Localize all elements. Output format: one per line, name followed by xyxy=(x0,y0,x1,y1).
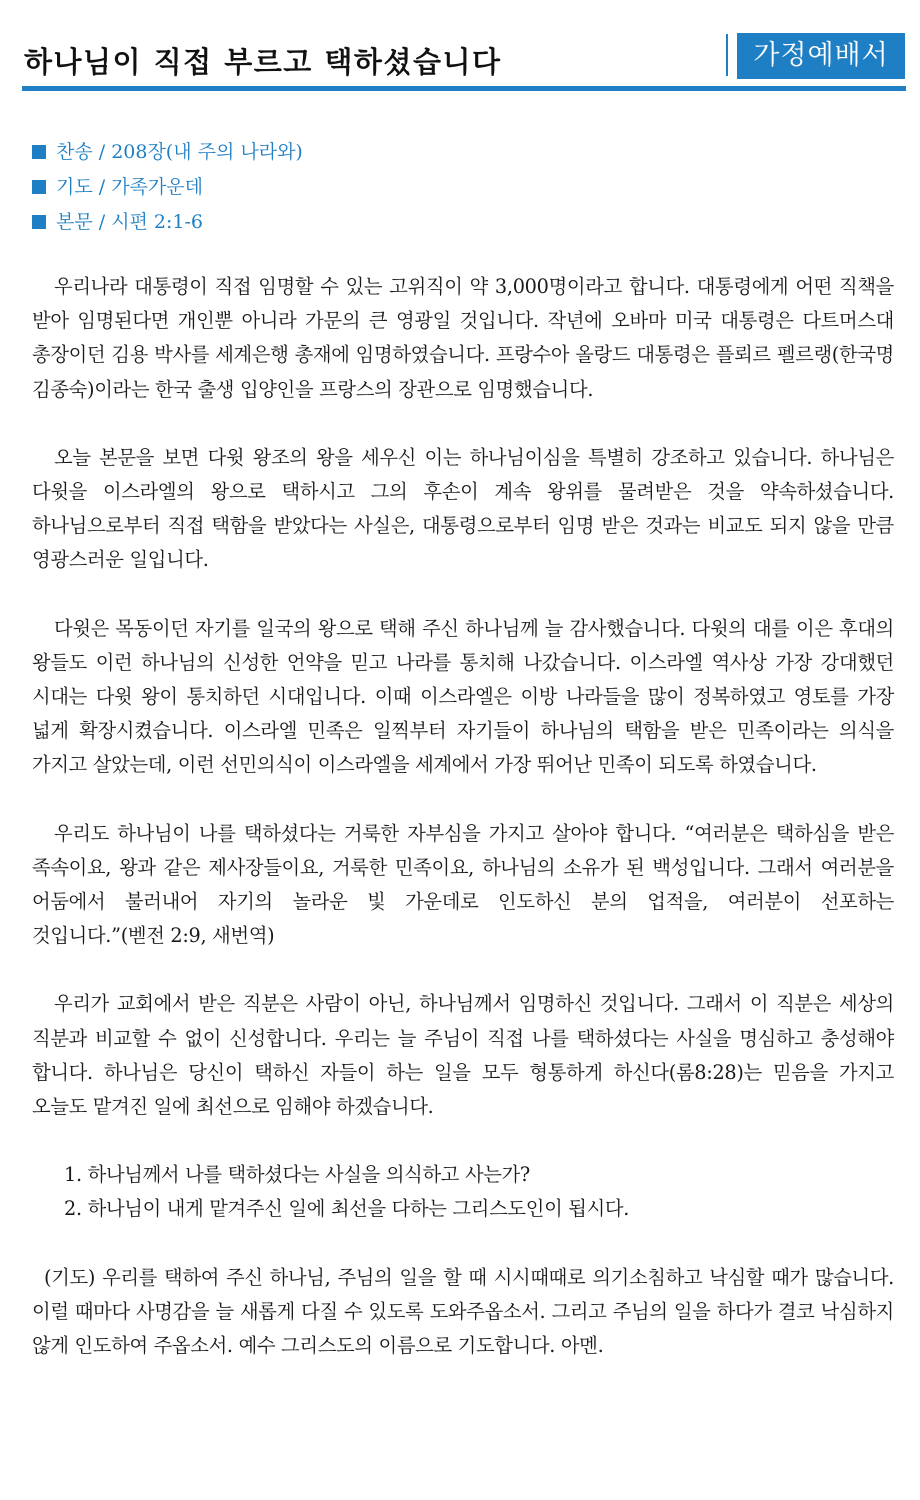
body-text xyxy=(32,270,894,1397)
info-prayer: 기도 / 가족가운데 xyxy=(32,170,303,205)
paragraph: 우리나라 대통령이 직접 임명할 수 있는 고위직이 약 3,000명이라고 합니다. 대통령에게 어떤 직책을 받아 임명된다면 개인뿐 아니라 가문의 큰 영광일 것입니다. 작년에 오바마 미국 대통령은 다트머스대 총장이던 김용 박사를 세계은행 총재에 임명하였습니다. 프랑수아 올랑드 대통령은 플뢰르 펠르랭(한국명 김종숙)이라는 한국 출생 입양인을 프랑스의 장관으로 임명했습니다. xyxy=(32,275,894,401)
square-bullet-icon xyxy=(32,145,46,159)
paragraph: 다윗은 목동이던 자기를 일국의 왕으로 택해 주신 하나님께 늘 감사했습니다. 다윗의 대를 이은 후대의 왕들도 이런 하나님의 신성한 언약을 믿고 나라를 통치해 나갔습니다. 이스라엘 역사상 가장 강대했던 시대는 다윗 왕이 통치하던 시대입니다. 이때 이스라엘은 이방 나라들을 많이 정복하였고 영토를 가장 넓게 확장시켰습니다. 이스라엘 민족은 일찍부터 자기들이 하나님의 택함을 받은 민족이라는 의식을 가지고 살았는데, 이런 선민의식이 이스라엘을 세계에서 가장 뛰어난 민족이 되도록 하였습니다. xyxy=(32,616,894,777)
page-title: 하나님이 직접 부르고 택하셨습니다 xyxy=(24,45,502,79)
paragraph: 우리도 하나님이 나를 택하셨다는 거룩한 자부심을 가지고 살아야 합니다. “여러분은 택하심을 받은 족속이요, 왕과 같은 제사장들이요, 거룩한 민족이요, 하나님의 소유가 된 백성입니다. 그래서 여러분을 어둠에서 불러내어 자기의 놀라운 빛 가운데로 인도하신 분의 업적을, 여러분이 선포하는 것입니다.”(벧전 2:9, 새번역) xyxy=(32,821,894,948)
paragraph: 오늘 본문을 보면 다윗 왕조의 왕을 세우신 이는 하나님이심을 특별히 강조하고 있습니다. 하나님은 다윗을 이스라엘의 왕으로 택하시고 그의 후손이 계속 왕위를 물려받은 것을 약속하셨습니다. 하나님으로부터 직접 택함을 받았다는 사실은, 대통령으로부터 임명 받은 것과는 비교도 되지 않을 만큼 영광스러운 일입니다. xyxy=(32,445,894,572)
header xyxy=(0,0,920,93)
question-item: 1. 하나님께서 나를 택하셨다는 사실을 의식하고 사는가? xyxy=(64,1163,530,1187)
question-item: 2. 하나님이 내게 맡겨주신 일에 최선을 다하는 그리스도인이 됩시다. xyxy=(64,1197,630,1221)
header-rule xyxy=(22,86,906,91)
category-badge: 가정예배서 xyxy=(737,33,905,79)
info-hymn: 찬송 / 208장(내 주의 나라와) xyxy=(32,135,303,170)
closing-prayer: (기도) 우리를 택하여 주신 하나님, 주님의 일을 할 때 시시때때로 의기소침하고 낙심할 때가 많습니다. 이럴 때마다 사명감을 늘 새롭게 다질 수 있도록 도와주옵소서. 그리고 주님의 일을 하다가 결코 낙심하지 않게 인도하여 주옵소서. 예수 그리스도의 이름으로 기도합니다. 아멘. xyxy=(32,1265,894,1358)
worship-info xyxy=(32,135,303,240)
info-scripture: 본문 / 시편 2:1-6 xyxy=(32,205,303,240)
paragraph: 우리가 교회에서 받은 직분은 사람이 아닌, 하나님께서 임명하신 것입니다. 그래서 이 직분은 세상의 직분과 비교할 수 없이 신성합니다. 우리는 늘 주님이 직접 나를 택하셨다는 사실을 명심하고 충성해야 합니다. 하나님은 당신이 택하신 자들이 하는 일을 모두 형통하게 하신다(롬8:28)는 믿음을 가지고 오늘도 맡겨진 일에 최선으로 임해야 하겠습니다. xyxy=(32,992,894,1119)
square-bullet-icon xyxy=(32,215,46,229)
reflection-questions xyxy=(64,1158,894,1226)
square-bullet-icon xyxy=(32,180,46,194)
header-divider xyxy=(726,34,728,76)
